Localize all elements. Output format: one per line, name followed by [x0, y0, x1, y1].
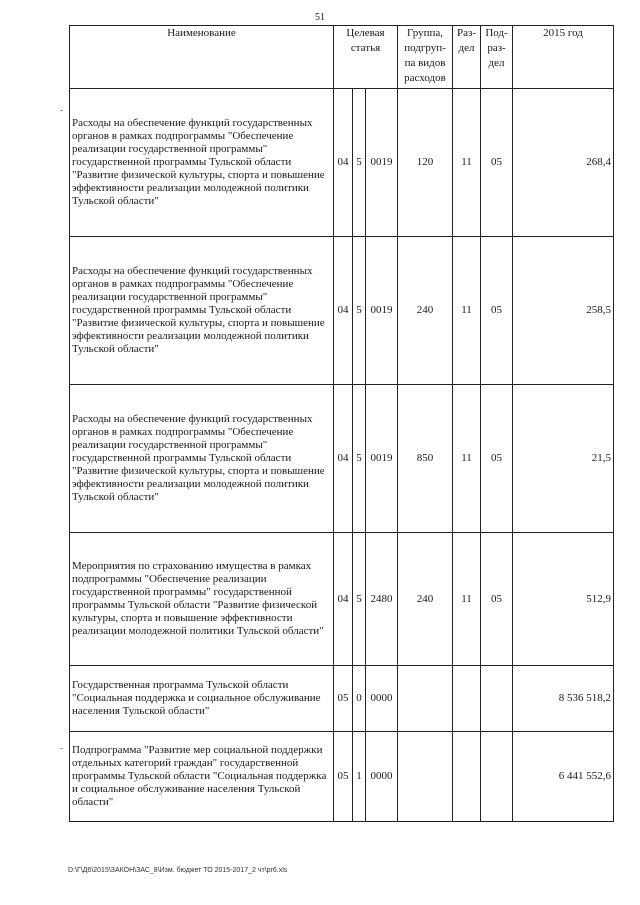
amount: 258,5 — [513, 237, 614, 385]
section-code: 11 — [453, 237, 481, 385]
section-code: 11 — [453, 89, 481, 237]
section-code: 11 — [453, 533, 481, 666]
scan-mark — [60, 748, 63, 749]
group-code — [398, 732, 453, 822]
budget-table — [69, 25, 614, 822]
cs-code-3: 0000 — [366, 732, 398, 822]
cs-code-1: 05 — [334, 732, 353, 822]
section-code — [453, 732, 481, 822]
subsection-code: 05 — [481, 385, 513, 533]
cs-code-1: 04 — [334, 89, 353, 237]
row-name: Государственная программа Тульской области "Социальная поддержка и социальное обслуживание населения Тульской области" — [70, 666, 334, 732]
cs-code-2: 5 — [353, 89, 366, 237]
cs-code-3: 2480 — [366, 533, 398, 666]
cs-code-2: 5 — [353, 385, 366, 533]
group-code — [398, 666, 453, 732]
row-name: Мероприятия по страхованию имущества в рамках подпрограммы "Обеспечение реализации государственной программы" государственной программы Тульской области "Развитие физической культуры, спорта и повышение эффективности реализации молодежной политики Тульской области" — [70, 533, 334, 666]
cs-code-2: 5 — [353, 533, 366, 666]
amount: 512,9 — [513, 533, 614, 666]
subsection-code — [481, 732, 513, 822]
row-name: Расходы на обеспечение функций государственных органов в рамках подпрограммы "Обеспечение реализации государственной программы" государственной программы Тульской области "Развитие физической культуры, спорта и повышение эффективности реализации молодежной политики Тульской области" — [70, 385, 334, 533]
subsection-code: 05 — [481, 533, 513, 666]
file-path-footer: D:\Г\Д6\2015\ЗАКОН\ЗАС_8\Изм. бюджет ТО 2015-2017_2 чт\pr6.xls — [68, 867, 288, 874]
cs-code-3: 0000 — [366, 666, 398, 732]
cs-code-1: 04 — [334, 533, 353, 666]
section-code: 11 — [453, 385, 481, 533]
cs-code-2: 1 — [353, 732, 366, 822]
amount: 8 536 518,2 — [513, 666, 614, 732]
subsection-code: 05 — [481, 89, 513, 237]
amount: 268,4 — [513, 89, 614, 237]
cs-code-3: 0019 — [366, 237, 398, 385]
cs-code-2: 0 — [353, 666, 366, 732]
header-year: 2015 год — [513, 26, 614, 89]
cs-code-1: 04 — [334, 385, 353, 533]
table-row — [70, 732, 614, 822]
section-code — [453, 666, 481, 732]
header-section: Раз-дел — [453, 26, 481, 89]
subsection-code: 05 — [481, 237, 513, 385]
cs-code-1: 05 — [334, 666, 353, 732]
scan-mark — [60, 110, 63, 111]
cs-code-1: 04 — [334, 237, 353, 385]
cs-code-3: 0019 — [366, 385, 398, 533]
row-name: Расходы на обеспечение функций государственных органов в рамках подпрограммы "Обеспечение реализации государственной программы" государственной программы Тульской области "Развитие физической культуры, спорта и повышение эффективности реализации молодежной политики Тульской области" — [70, 237, 334, 385]
table-row — [70, 533, 614, 666]
amount: 6 441 552,6 — [513, 732, 614, 822]
group-code: 240 — [398, 533, 453, 666]
group-code: 120 — [398, 89, 453, 237]
group-code: 240 — [398, 237, 453, 385]
group-code: 850 — [398, 385, 453, 533]
header-subsection: Под-раз-дел — [481, 26, 513, 89]
subsection-code — [481, 666, 513, 732]
table-row — [70, 89, 614, 237]
page-number: 51 — [315, 12, 325, 23]
table-row — [70, 385, 614, 533]
row-name: Расходы на обеспечение функций государственных органов в рамках подпрограммы "Обеспечение реализации государственной программы" государственной программы Тульской области "Развитие физической культуры, спорта и повышение эффективности реализации молодежной политики Тульской области" — [70, 89, 334, 237]
table-row — [70, 666, 614, 732]
amount: 21,5 — [513, 385, 614, 533]
header-group: Группа, подгруп-па видов расходов — [398, 26, 453, 89]
row-name: Подпрограмма "Развитие мер социальной поддержки отдельных категорий граждан" государственной программы Тульской области "Социальная поддержка и социальное обслуживание населения Тульской области" — [70, 732, 334, 822]
table-row — [70, 237, 614, 385]
cs-code-2: 5 — [353, 237, 366, 385]
header-name: Наименование — [70, 26, 334, 89]
cs-code-3: 0019 — [366, 89, 398, 237]
header-target-article: Целевая статья — [334, 26, 398, 89]
